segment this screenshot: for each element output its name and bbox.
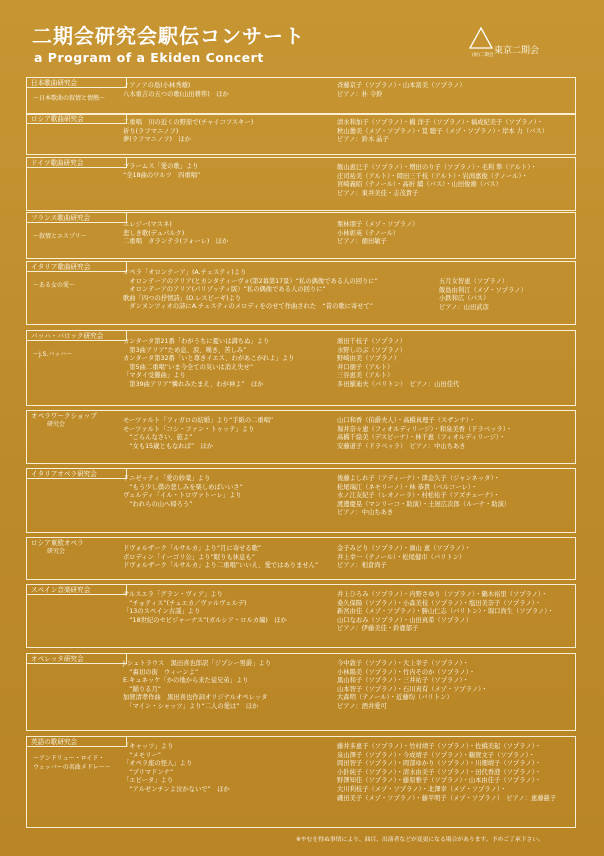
performer-line: 安藤道子（ドラベッラ） ピアノ：中山ちあき [337, 442, 466, 450]
program-line: オロンテーアのアリア(とカンタティーヴォ(第2幕第17景）“私の偶像である人の回りに” [123, 277, 378, 285]
performer-line: 渡邊慶晃（マンリーコ・助演）・土屋広次郎（ルーナ・助演） [337, 500, 511, 508]
performer-line: 五月女智恵（ソプラノ） [439, 278, 509, 285]
performer-list [337, 591, 554, 634]
performer-line: 水ノ江友紀子（レオノーラ）・村松祐子（アズチェーナ）・ [337, 492, 500, 500]
performer-line: 小林彰英（テノール） [337, 229, 400, 237]
performer-list [337, 164, 537, 198]
program-line: 歌曲「四つの抒情詩」(O.レスピーギ)より [123, 294, 242, 302]
performer-line: 飯山恵巳子（ソプラノ）・増田のり子（ソプラノ）・毛利 準（アルト）・ [337, 164, 537, 171]
program-list [123, 163, 200, 180]
section-title: オペレッタ研究会 [27, 654, 127, 664]
performer-line: 井上幸一（テノール）・松尾健市（バリトン） [337, 553, 466, 561]
performer-line: 多田羅迪夫（バリトン） ピアノ：山田佳代 [337, 380, 460, 388]
performer-list [337, 660, 488, 712]
program-list [123, 338, 294, 390]
performer-line: 大川利枝子（メゾ・ソプラノ）・北澤幸（メゾ・ソプラノ）・ [337, 785, 507, 793]
program-list [123, 660, 271, 712]
section-title: イタリア歌曲研究会 [27, 262, 127, 272]
section-title: バッハ・バロック研究会 [27, 331, 127, 341]
program-line: ブラームス「愛の歌」より [123, 163, 199, 170]
performer-list [337, 119, 548, 145]
performer-line: 山本智子（ソプラノ）・石川真有（メゾ・ソプラノ）・ [337, 685, 488, 693]
performer-line: 磯田美子（メゾ・ソプラノ）・藤平明子（メゾ・ソプラノ） ピアノ：恵藤慈子 [337, 794, 557, 802]
performer-line: 井上ひろみ（ソプラノ）・内野さゆり（ソプラノ）・鶴木裕里（ソプラノ）・ [337, 591, 548, 598]
performer-line: 小林陽美（ソプラノ）・竹内そのか（ソプラノ）・ [337, 668, 476, 676]
performer-line: ピアノ：相倉尚子 [337, 562, 387, 570]
section-subtitle: 〜叙情とエスプリ〜 [33, 233, 87, 240]
section-subtitle: 研究会 [47, 421, 66, 428]
performer-line: 新宮由佳（メゾ・ソプラノ）・勝山仁志（バリトン）・堀口尚生（ソプラノ）・ [337, 608, 554, 616]
program-line: “18世紀のセビジャーナス”(ガルシア・ロルカ編) ほか [123, 616, 287, 624]
program-line: 祈り(ラフマニノフ) [123, 127, 179, 135]
performer-line: 清水和加子（ソプラノ）・橋 洋子（ソプラノ）・福成紀美子（ソプラノ）・ [337, 119, 544, 126]
program-line: 「オペラ座の怪人」より [123, 760, 193, 768]
program-line: 第39曲アリア“憐れみたまえ、わが神よ” ほか [123, 380, 264, 388]
performer-line: 小針純子（ソプラノ）・清水由美子（ソプラノ）・田代香澄（ソプラノ）・ [337, 768, 542, 776]
footer-note: ※やむを得ぬ事情により、曲目、出演者などが変更になる場合があります。予めご了承下さい。 [296, 837, 544, 843]
performer-line: ピアノ：酒井愛可 [337, 702, 387, 710]
program-line: ヴェルディ「イル・トロヴァトーレ」より [123, 492, 242, 500]
org-logo [468, 26, 578, 66]
program-line: 加賀清孝作曲 黒田喜也作詞オリジナルオペレッタ [123, 694, 268, 702]
section-title: スペイン音楽研究会 [27, 585, 127, 595]
program-line: 第5曲二重唱“いま今全ての災いは消え失せ” [123, 363, 254, 371]
performer-line: 庄司祐美（アルト）・岡田三千枝（アルト）・岩渕嘉俊（テノール）・ [337, 172, 528, 180]
program-line: カンタータ第32番「いと尊きイエス、わがあこがれよ」より [123, 355, 295, 363]
performer-line: 大森明（テノール）・近藤均（バリトン） [337, 694, 453, 702]
performer-list [337, 82, 466, 99]
program-line: ドニゼッティ「愛の妙薬」より [123, 475, 211, 482]
section-title: フランス歌曲研究会 [27, 213, 127, 223]
section-title: ロシア歌曲研究会 [27, 114, 127, 124]
performer-list [337, 221, 418, 247]
program-line: オロンテーアのアリア(パリゾッティ版）“私の偶像である人の回りに” [123, 286, 326, 294]
performer-line: ピアノ：朴 令鈴 [337, 90, 383, 98]
section-title: 英語の歌研究会 [27, 737, 127, 747]
section-title: ドイツ歌曲研究会 [27, 158, 127, 168]
program-line: “チョティス”(チュエカ／ヴァルヴェルデ) [123, 599, 247, 607]
performer-line: 斉藤京子（ソプラノ）・山本富美（ソプラノ） [337, 82, 466, 89]
program-line: ノアノアの島(小林秀雄) [123, 82, 191, 89]
program-line: ダンヌンツィオの詩にA.チェスティのメロディをのせて作曲された “昔の歌に寄せて” [123, 303, 374, 311]
program-line: ドヴォルザーク「ルサルカ」より“月に寄せる歌” [123, 545, 262, 552]
program-line: “プリマドンナ” [123, 768, 174, 776]
section-german-song [26, 157, 576, 211]
program-line: “われらの山へ帰ろう” [123, 500, 193, 508]
section-subtitle: 〜ある女の愛〜 [33, 282, 76, 289]
triangle-logo-icon [468, 26, 494, 52]
program-line: 夢(ラフマニノフ) ほか [123, 136, 191, 144]
performer-line: 三谷恵美（アルト） [337, 372, 394, 380]
performer-line: 井口徳子（アルト） [337, 363, 394, 371]
program-line: ボロディン「イーゴリ公」より“眠りも休息も” [123, 553, 255, 561]
performer-line: 小鉄和広（バス） [439, 295, 490, 303]
org-small-label: (財)二期会 [472, 53, 494, 58]
performer-line: 松尾瑞江（ネモリーノ）・林 恭貴（ベルコーレ）・ [337, 483, 478, 491]
performer-line: 栗林朋子（メゾ・ソプラノ） [337, 221, 419, 228]
section-bach-baroque [26, 330, 576, 406]
program-line: “女も15歳ともなれば” ほか [123, 442, 214, 450]
performer-line: ピアノ：徳田敏子 [337, 238, 387, 246]
section-spanish-music [26, 584, 576, 648]
program-line: “裏切の街 ウィーンよ” [123, 668, 199, 676]
performer-line: 堀井奈々恵（フィオルディリージ）・和泉美香（ドラベッラ）・ [337, 425, 513, 433]
performer-line: 黒山和子（ソプラノ）・三井祐子（ソプラノ）・ [337, 677, 469, 685]
performer-line: 野崎由美（ソプラノ） [337, 355, 400, 363]
page-title: 二期会研究会駅伝コンサート [32, 24, 305, 48]
program-line: “もう少し僕の悲しみを楽しめばいいさ” [123, 483, 243, 491]
performer-line: 金子みどり（ソプラノ）・濱山 恵（ソプラノ）・ [337, 545, 471, 552]
performer-list [337, 475, 510, 518]
program-line: カンタータ第21番「わがうちに憂いは満ちぬ」より [123, 338, 270, 345]
program-list [123, 545, 318, 571]
program-list [123, 119, 253, 145]
program-line: “メモリー” [123, 751, 162, 759]
performer-line: ピアノ：東井美佳・志茂貴子 [337, 189, 419, 197]
performer-line: 野澤知佳（ソプラノ）・藤原雅子（ソプラノ）・山本由佳子（ソプラノ）・ [337, 777, 542, 785]
program-line: ドヴォルザーク「ルサルカ」より二重唱“いいえ、愛ではありません” [123, 562, 319, 570]
program-line: 「13のスペイン古謡」より [123, 608, 201, 616]
section-japanese-song [26, 77, 576, 115]
performer-list [439, 278, 527, 312]
performer-list [337, 338, 459, 390]
performer-line: 藤井多恵子（ソプラノ）・竹村靖子（ソプラノ）・佐橋美起（ソプラノ）・ [337, 743, 542, 750]
performer-line: ピアノ：中山ちあき [337, 509, 394, 517]
performer-line: 飯島由利江（メゾ・ソプラノ） [439, 286, 527, 294]
performer-line: 宮崎義昭（テノール）・高折 續（バス）・山田俊雄（バス） [337, 181, 502, 189]
section-english-song [26, 736, 576, 828]
performer-list [337, 743, 556, 803]
section-french-song [26, 212, 576, 259]
program-line: 八木重吉の五つの歌(山田耕筰) ほか [123, 90, 229, 98]
program-line: 「マタイ受難曲」より [123, 372, 186, 380]
section-subtitle: 〜日本歌曲の叙情と情熱〜 [33, 95, 106, 102]
performer-line: 秋山曇美（メゾ・ソプラノ）・筧 聴子（メゾ・ソプラノ）・岸本 力（バス） [337, 127, 549, 135]
section-italian-song [26, 261, 576, 325]
program-line: エレジー(マスネ) [123, 221, 172, 228]
program-line: “ごらんなさい、旅よ” [123, 434, 193, 442]
performer-line: 後藤よしれ子（アディーナ）・津金久子（ジャンネッタ）・ [337, 475, 500, 482]
performer-line: 今中敦子（ソプラノ）・大上幸子（ソプラノ）・ [337, 660, 469, 667]
performer-line: 高橋千絵美（デスピーナ）・林千恵（フィオルディリージ）・ [337, 434, 506, 442]
section-subtitle: 研究会 [47, 548, 66, 555]
section-title: ロシア東欧オペラ [31, 539, 84, 547]
org-name: 東京二期会 [494, 46, 540, 56]
performer-line: 山口和香（伯爵夫人）・高橋真理子（スザンナ）・ [337, 417, 476, 424]
program-list [123, 743, 230, 795]
performer-line: 岡田智子（ソプラノ）・岡部ゆかり（ソプラノ）・川畑靖子（ソプラノ）・ [337, 760, 542, 768]
program-line: モーツァルト「フィガロの結婚」より“手紙の二重唱” [123, 417, 274, 424]
section-operetta [26, 653, 576, 731]
performer-line: ピアノ：鈴木 晶子 [337, 136, 389, 144]
program-line: “全18曲のワルツ 四重唱” [123, 171, 201, 179]
program-line: “踊りる月” [123, 685, 162, 693]
program-line: 「エビータ」より [123, 777, 174, 785]
program-line: J.シュトラウス 黒田喜也郎訳「ジプシー男爵」より [123, 660, 272, 667]
performer-line: 水野しのぶ（ソプラノ） [337, 346, 407, 354]
program-line: 「マイン・シャッツ」より“二人の愛は” ほか [123, 702, 259, 710]
program-line: 第3曲アリア“ため息、涙、嘆き、苦しみ” [123, 346, 247, 354]
program-line: サルスエラ「グラン・ヴィア」より [123, 591, 223, 598]
section-title: オペラワークショップ [31, 412, 97, 420]
program-line: “アルゼンチンよ泣かないで” ほか [123, 785, 230, 793]
program-list [123, 82, 229, 99]
program-line: 「キャッツ」より [123, 743, 174, 750]
section-russian-song [26, 113, 576, 155]
performer-list [337, 545, 471, 571]
section-title: イタリアオペラ研究会 [27, 469, 127, 479]
page-subtitle: a Program of a Ekiden Concert [34, 50, 264, 65]
program-list [123, 221, 228, 247]
section-subtitle: 〜アンドリュー・ロイド・ [33, 755, 105, 762]
performer-line: ピアノ：伊藤美佳・鈴鹿郁子 [337, 625, 419, 633]
program-list [123, 417, 273, 451]
performer-line: 濱田千枝子（ソプラノ） [337, 338, 407, 345]
performer-line: 桑久保陽（ソプラノ）・小森美枝（ソプラノ）・塩田美奈子（ソプラノ）・ [337, 599, 542, 607]
performer-line: 泉山澤子（ソプラノ）・今成靖子（ソプラノ）・鶴賀文子（ソプラノ）・ [337, 751, 535, 759]
program-list [123, 475, 243, 509]
program-line: オペラ「オロンテーア」(A.チェスティ)より [123, 269, 247, 276]
section-opera-workshop [26, 410, 576, 464]
program-line: 悲しき歌(デュパルク) [123, 229, 185, 237]
program-line: モーツァルト「コシ・ファン・トゥッテ」より [123, 425, 255, 433]
section-subtitle: 〜J.S.バッハ〜 [33, 351, 73, 358]
performer-line: 山口なおみ（ソプラノ）・山田真希（ソプラノ） [337, 616, 473, 624]
section-russian-east-european-opera [26, 537, 576, 580]
program-list [123, 591, 287, 625]
section-italian-opera [26, 468, 576, 533]
performer-list [337, 417, 512, 451]
program-line: 二重唱 タランテラ(フォーレ) ほか [123, 238, 229, 246]
program-line: 二重唱 川の近くの野原で(チャイコフスキー) [123, 119, 254, 126]
section-title: 日本歌曲研究会 [27, 78, 127, 88]
program-list [123, 269, 378, 312]
section-subtitle: ウェッバーの名曲メドレー〜 [33, 764, 111, 771]
performer-line: ピアノ：山田武彦 [439, 303, 489, 311]
program-line: E.キュネッケ「かの地から来た従兄弟」より [123, 677, 249, 685]
